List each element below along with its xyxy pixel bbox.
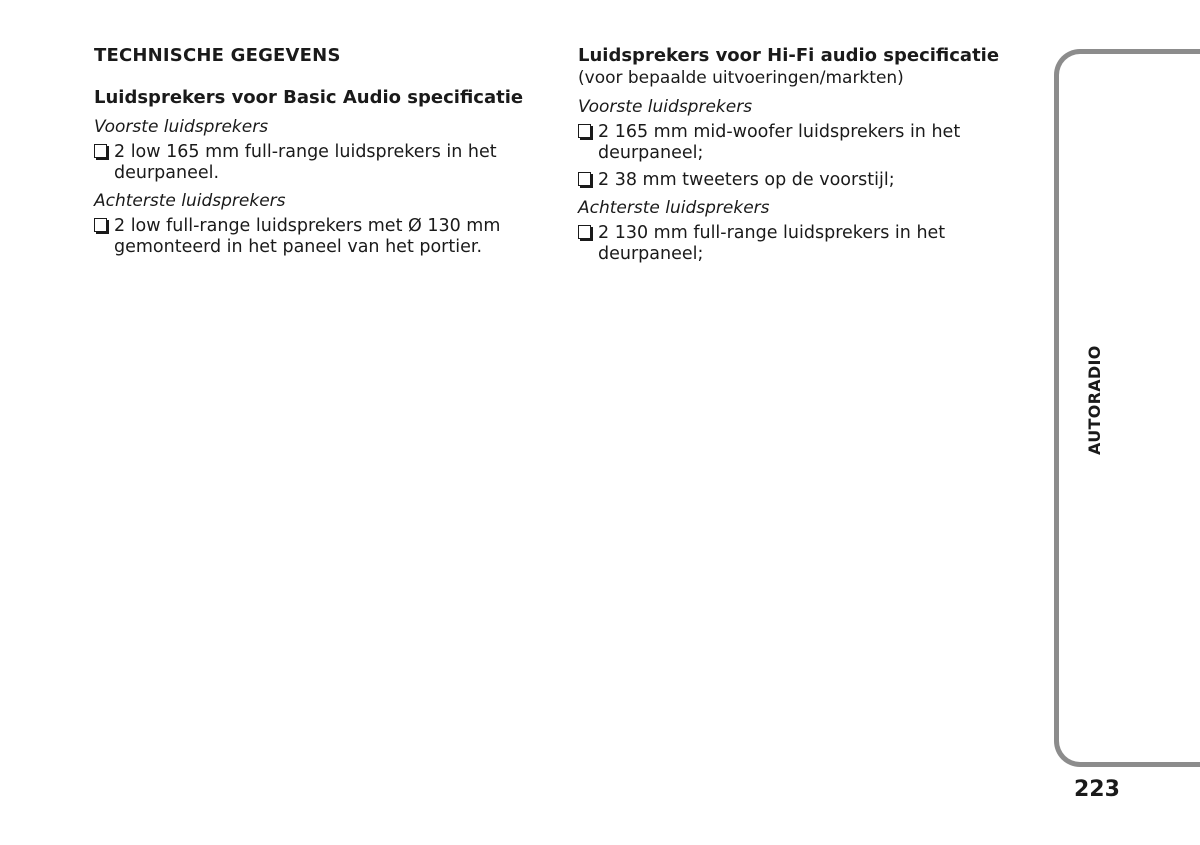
list-item-text: 2 38 mm tweeters op de voorstijl; — [598, 170, 895, 190]
checkbox-bullet-icon — [94, 218, 107, 232]
market-note: (voor bepaalde uitvoeringen/markten) — [578, 68, 904, 88]
list-item-text: 2 130 mm full-range luidsprekers in het deurpaneel; — [598, 223, 946, 264]
list-item — [578, 223, 1048, 265]
list-item-text: 2 low full-range luidsprekers met Ø 130 mm gemonteerd in het paneel van het portier. — [114, 216, 501, 257]
list-item-text: 2 low 165 mm full-range luidsprekers in het deurpaneel. — [114, 142, 497, 183]
page-number: 223 — [1074, 777, 1120, 802]
checkbox-bullet-icon — [94, 144, 107, 158]
hifi-audio-heading: Luidsprekers voor Hi-Fi audio specificatie — [578, 45, 1000, 66]
right-column — [578, 44, 1048, 271]
checkbox-bullet-icon — [578, 172, 591, 186]
front-speakers-label: Voorste luidsprekers — [578, 97, 753, 117]
chapter-tab-label: AUTORADIO — [1085, 345, 1104, 455]
rear-speakers-label: Achterste luidsprekers — [94, 191, 286, 211]
list-item-text: 2 165 mm mid-woofer luidsprekers in het deurpaneel; — [598, 122, 961, 163]
list-item — [94, 142, 524, 184]
list-item — [578, 170, 1048, 191]
list-item — [578, 122, 1048, 164]
left-column — [94, 44, 524, 264]
chapter-tab — [1054, 49, 1200, 767]
basic-audio-heading: Luidsprekers voor Basic Audio specificatie — [94, 87, 524, 108]
list-item — [94, 216, 524, 258]
section-title: TECHNISCHE GEGEVENS — [94, 45, 341, 66]
checkbox-bullet-icon — [578, 124, 591, 138]
checkbox-bullet-icon — [578, 225, 591, 239]
rear-speakers-label: Achterste luidsprekers — [578, 198, 770, 218]
front-speakers-label: Voorste luidsprekers — [94, 117, 269, 137]
